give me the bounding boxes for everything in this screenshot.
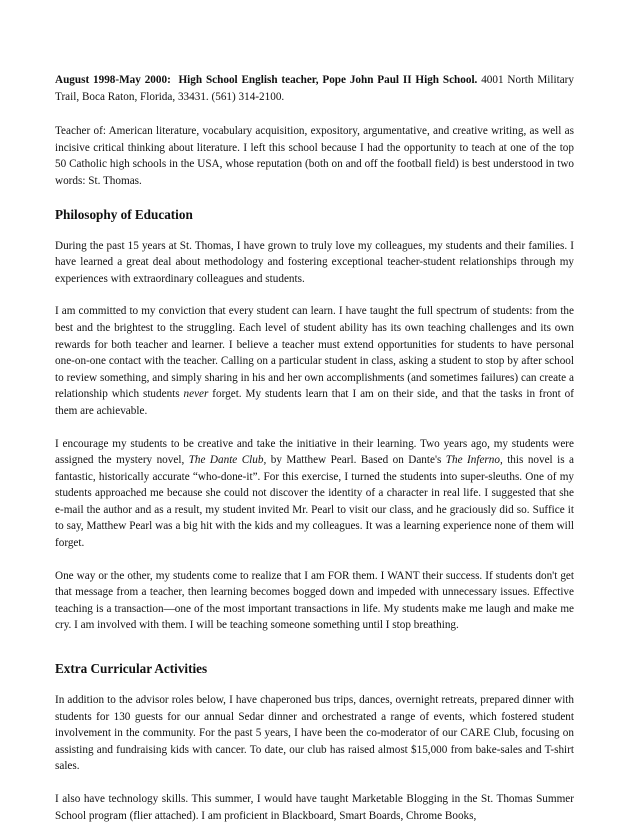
philosophy-p3-text-b: by Matthew Pearl. Based on Dante's — [266, 454, 446, 467]
philosophy-heading: Philosophy of Education — [55, 206, 193, 222]
philosophy-paragraph-3 — [55, 436, 574, 552]
philosophy-p2-emphasis: never — [183, 388, 209, 401]
philosophy-paragraph-2 — [55, 303, 574, 419]
philosophy-p3-text-a: I encourage my students to be creative and take the initiative in their learning. Two years ago, my students were assigned the mystery novel, — [55, 437, 574, 467]
philosophy-paragraph-1: During the past 15 years at St. Thomas, I have grown to truly love my colleagues, my students and their families. I have learned a great deal about methodology and fostering exceptional teacher-student relationships through my experiences with extraordinary colleagues and students. — [55, 239, 574, 285]
employment-title: High School English teacher, Pope John Paul II High School. — [178, 74, 478, 86]
philosophy-p2-text-b: forget. My students learn that I am on their side, and that the tasks in front of them are achievable. — [55, 388, 574, 417]
philosophy-paragraph-4: One way or the other, my students come to realize that I am FOR them. I WANT their success. If students don't get that message from a teacher, then learning becomes bogged down and impeded with unnecessary issues. Effective teaching is a transaction—one of the most important transactions in life. My students make me laugh and make me cry. I am involved with them. I will be teaching someone something until I stop breathing. — [55, 569, 574, 632]
philosophy-p2-text-a: I am committed to my conviction that every student can learn. I have taught the full spectrum of students: from the best and the brightest to the struggling. Each level of student ability has its own teaching challenges and its own rewards for both teacher and learner. I believe a teacher must extend opportunities for students to have personal one-on-one contact with the teacher. Calling on a particular student in class, asking a student to stop by after school to review something, and simply sharing in his and her own accomplishments (and sometimes failures) can create a relationship which students — [55, 305, 574, 401]
extracurricular-heading: Extra Curricular Activities — [55, 661, 208, 677]
extracurricular-paragraph-1: In addition to the advisor roles below, I have chaperoned bus trips, dances, overnight retreats, prepared dinner with students for 130 guests for our annual Sedar dinner and orchestrated a range of events, which fostered student involvement in the community. For the past 5 years, I have been the co-moderator of our CARE Club, focusing on assisting and fundraising kids with cancer. To date, our club has raised almost $15,000 from bake-sales and T-shirt sales. — [55, 694, 574, 773]
employment-dates: August 1998-May 2000: — [55, 74, 171, 86]
philosophy-p3-text-c: this novel is a fantastic, historically accurate “who-done-it”. For this exercise, I turned the students into super-sleuths. One of my students approached me because she could not discover the identity of a character in real life. I suggested that she e-mail the author and as a result, my student invited Mr. Pearl to visit our class, and he graciously did so. Suffice it to say, Matthew Pearl was a big hit with the kids and my colleagues. It was a learning experience none of them will forget. — [55, 454, 574, 550]
employment-address: 4001 North Military Trail, Boca Raton, Florida, 33431. (561) 314-2100. — [55, 74, 575, 103]
extracurricular-paragraph-2: I also have technology skills. This summer, I would have taught Marketable Blogging in the St. Thomas Summer School program (flier attached). I am proficient in Blackboard, Smart Boards, Chrome Books, — [55, 793, 574, 822]
teacher-of-paragraph: Teacher of: American literature, vocabulary acquisition, expository, argumentative, and creative writing, as well as incisive critical thinking about literature. I left this school because I had the opportunity to teach at one of the top 50 Catholic high schools in the USA, whose reputation (both on and off the football field) is best understood in two words: St. Thomas. — [55, 125, 574, 187]
book-title-inferno: The Inferno, — [445, 454, 503, 467]
book-title-dante-club: The Dante Club, — [188, 454, 267, 467]
employment-entry — [55, 72, 574, 105]
